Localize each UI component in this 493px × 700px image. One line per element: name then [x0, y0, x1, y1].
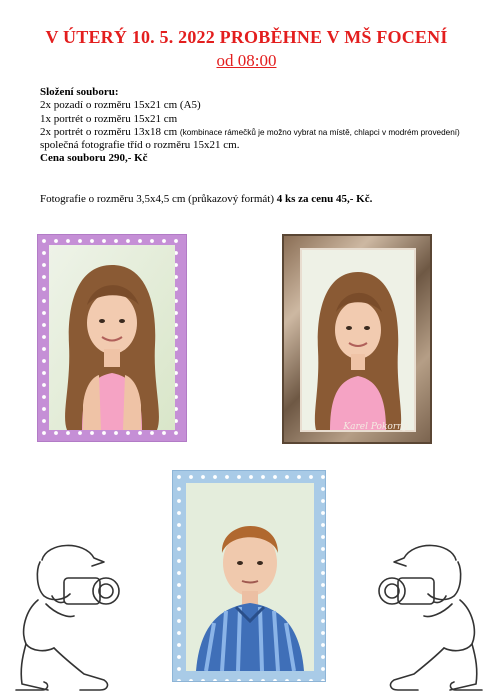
set-price: Cena souboru 290,- Kč — [40, 152, 148, 165]
photographer-left-icon — [12, 540, 130, 695]
set-line-4: společná fotografie tříd o rozměru 15x21 cm. — [40, 139, 240, 152]
start-time: od 08:00 — [216, 51, 277, 70]
blue-frame-photo — [172, 470, 326, 682]
photographer-right-icon — [368, 540, 486, 695]
passport-price: 4 ks za cenu 45,- Kč. — [276, 193, 373, 205]
set-line-3 — [40, 126, 460, 139]
set-line-3-main: 2x portrét o rozměru 13x18 cm — [40, 125, 178, 138]
passport-text: Fotografie o rozměru 3,5x4,5 cm (průkazový formát) — [40, 193, 274, 205]
set-description — [40, 86, 460, 166]
girl-portrait-wood — [300, 248, 416, 432]
wooden-frame-photo — [282, 234, 432, 444]
set-line-2: 1x portrét o rozměru 15x21 cm — [40, 112, 178, 125]
boy-portrait-blue — [186, 483, 314, 671]
pink-frame-photo — [37, 234, 187, 442]
girl-portrait-pink — [49, 245, 175, 430]
set-line-1: 2x pozadí o rozměru 15x21 cm (A5) — [40, 99, 201, 112]
set-heading: Složení souboru: — [40, 86, 119, 98]
passport-offer — [40, 193, 372, 205]
photographer-watermark: Karel Pokorný — [343, 422, 408, 432]
set-line-3-note: (kombinace rámečků je možno vybrat na místě, chlapci v modrém provedení) — [179, 127, 460, 137]
page-title: V ÚTERÝ 10. 5. 2022 PROBĚHNE V MŠ FOCENÍ — [45, 27, 448, 47]
